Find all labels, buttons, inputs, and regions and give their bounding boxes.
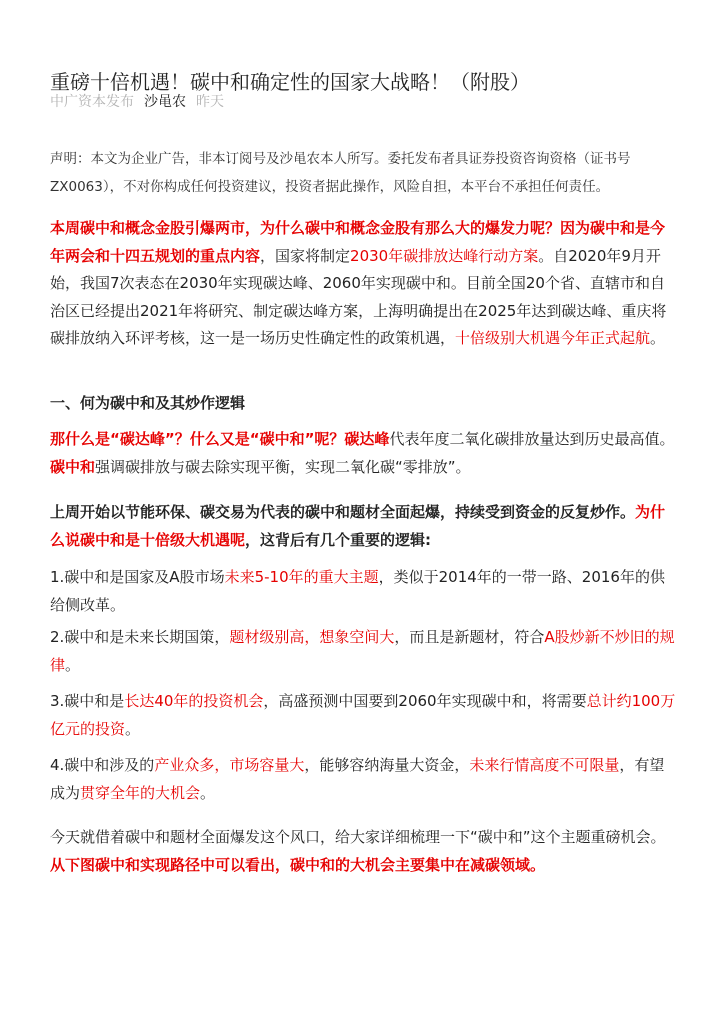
lead-text: ，这背后有几个重要的逻辑: [245,530,432,549]
point-2 [50,624,678,679]
definition-text: 强调碳排放与碳去除实现平衡，实现二氧化碳“零排放”。 [95,457,471,476]
point-text: 。 [65,655,81,674]
point-text: 。 [200,783,216,802]
point-text: 。 [125,719,141,738]
intro-paragraph [50,215,678,353]
intro-text: ，国家将制定 [260,246,351,265]
closing-text: 今天就借着碳中和题材全面爆发这个风口，给大家详细梳理一下“碳中和”这个主题重磅机会。 [50,828,666,846]
intro-plan: 2030年碳排放达峰行动方案 [350,246,539,265]
point-text: 4.碳中和涉及的 [50,756,155,774]
point-highlight: 题材级别高，想象空间大 [229,628,395,646]
point-highlight: A股炒新不炒旧的规律 [50,628,675,674]
point-highlight: 总计约100万亿元的投资 [50,692,676,738]
lead-paragraph [50,499,678,554]
lead-question: 为什么说碳中和是十倍级大机遇呢 [50,503,666,549]
definition-paragraph [50,426,678,481]
point-highlight: 贯穿全年的大机会 [80,783,201,802]
point-text: ，高盛预测中国要到2060年实现碳中和，将需要 [263,692,587,710]
closing-highlight: 从下图碳中和实现路径中可以看出，碳中和的大机会主要集中在减碳领域。 [50,855,546,874]
lead-text: 上周开始以节能环保、碳交易为代表的碳中和题材全面起爆，持续受到资金的反复炒作。 [50,503,636,521]
disclaimer: 声明：本文为企业广告，非本订阅号及沙黾农本人所写。委托发布者具证券投资咨询资格（证书号ZX0063），不对你构成任何投资建议，投资者据此操作，风险自担，本平台不承担任何责任。 [50,151,631,195]
closing-paragraph [50,824,678,879]
publish-date: 昨天 [196,94,224,110]
point-text: ，而且是新题材，符合 [394,628,545,646]
point-text: 2.碳中和是未来长期国策， [50,628,230,646]
point-highlight: 未来5-10年的重大主题 [224,568,379,586]
point-text: 1.碳中和是国家及A股市场 [50,568,225,586]
intro-highlight: 本周碳中和概念金股引爆两市，为什么碳中和概念金股有那么大的爆发力呢？因为碳中和是今年两会和十四五规划的重点内容 [50,219,666,265]
intro-text: 。自2020年9月开始，我国7次表态在2030年实现碳达峰、2060年实现碳中和。目前全国20个省、直辖市和自治区已经提出2021年将研究、制定碳达峰方案，上海明确提出在2025年达到碳达峰、重庆将碳排放纳入环评考核，这一是一场历史性确定性的政策机遇， [50,246,667,347]
author-link[interactable]: 沙黾农 [144,94,186,110]
article-title: 重磅十倍机遇！碳中和确定性的国家大战略！（附股） [50,70,530,95]
point-3 [50,688,678,743]
definition-text: 代表年度二氧化碳排放量达到历史最高值。 [389,430,675,448]
article-meta [50,92,224,112]
section-heading: 一、何为碳中和及其炒作逻辑 [50,394,246,412]
point-text: ，类似于2014年的一带一路、2016年的供给侧改革。 [50,568,665,614]
intro-opportunity: 十倍级别大机遇今年正式起航 [455,329,651,347]
point-highlight: 未来行情高度不可限量 [469,756,620,774]
point-1 [50,564,678,619]
point-highlight: 长达40年的投资机会 [124,692,264,710]
point-4 [50,752,678,807]
point-text: ，有望成为 [50,756,665,802]
point-highlight: 产业众多，市场容量大 [154,756,305,774]
definition-term: 碳中和 [50,457,96,476]
intro-text: 。 [650,329,666,347]
point-text: 3.碳中和是 [50,692,125,710]
definition-question: 那什么是“碳达峰”？什么又是“碳中和”呢？碳达峰 [50,430,390,448]
point-text: ，能够容纳海量大资金， [304,756,470,774]
article-source: 中广资本发布 [50,94,134,110]
